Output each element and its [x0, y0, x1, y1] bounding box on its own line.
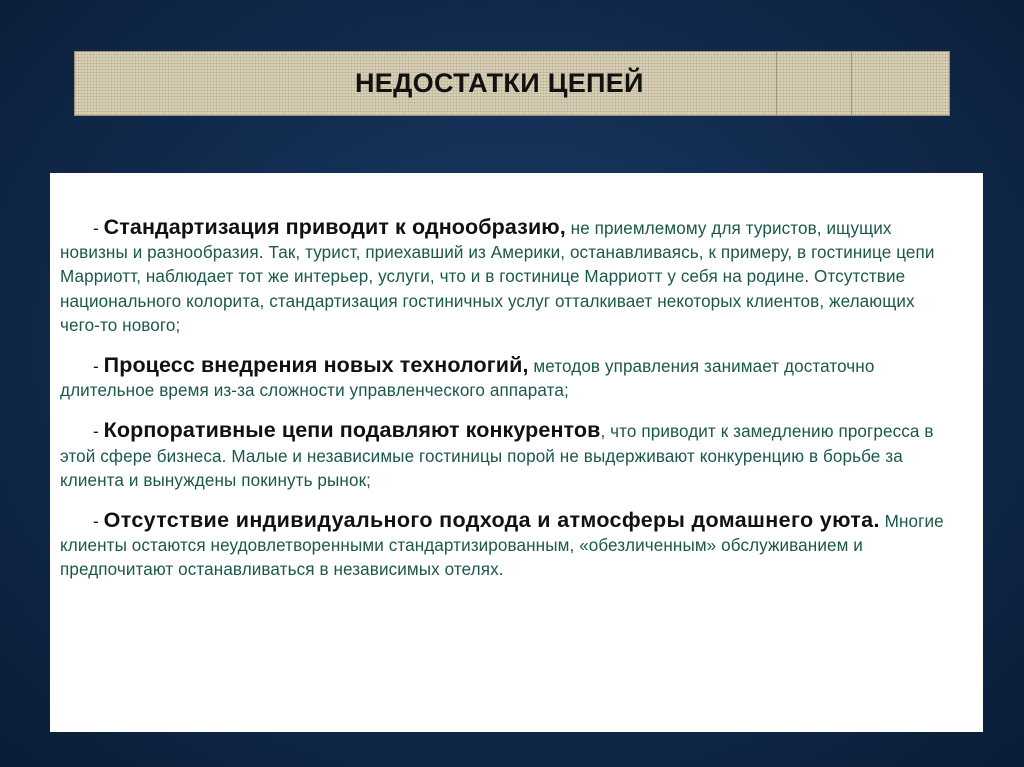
- item-dash: -: [93, 512, 104, 532]
- item-text: не приемлемому для туристов, ищущих новизны и разнообразия. Так, турист, приехавший из Америки, останавливаясь, к примеру, в гостинице цепи Марриотт, наблюдает тот же интерьер, услуги, что и в гостинице Марриотт у себя на родине. Отсутствие национального колорита, стандартизация гостиничных услуг отталкивает некоторых клиентов, желающих чего-то нового;: [60, 219, 935, 335]
- item-text: методов управления занимает достаточно длительное время из-за сложности управленческого аппарата;: [60, 357, 875, 401]
- list-item: [60, 508, 957, 583]
- list-item: [60, 353, 957, 403]
- item-heading: Процесс внедрения новых технологий,: [103, 353, 529, 378]
- item-heading: Стандартизация приводит к однообразию,: [103, 215, 566, 239]
- slide-title: НЕДОСТАТКИ ЦЕПЕЙ: [355, 68, 644, 98]
- item-text: Многие клиенты остаются неудовлетворенными стандартизированным, «обезличенным» обслуживанием и предпочитают останавливаться в независимых отелях.: [60, 512, 944, 580]
- item-heading: Корпоративные цепи подавляют конкурентов: [103, 418, 601, 443]
- item-dash: -: [93, 219, 104, 238]
- item-text: , что приводит к замедлению прогресса в этой сфере бизнеса. Малые и независимые гостиницы порой не выдерживают конкуренцию в борьбе за клиента и вынуждены покинуть рынок;: [60, 422, 934, 490]
- title-bar: [74, 51, 950, 116]
- item-heading: Отсутствие индивидуального подхода и атмосферы домашнего уюта.: [103, 508, 880, 533]
- title-bar-divider: [776, 52, 777, 115]
- item-dash: -: [93, 422, 104, 442]
- list-item: [60, 418, 957, 493]
- content-box: [50, 173, 983, 732]
- item-dash: -: [93, 357, 104, 377]
- list-item: [60, 215, 957, 338]
- title-bar-divider: [851, 52, 852, 115]
